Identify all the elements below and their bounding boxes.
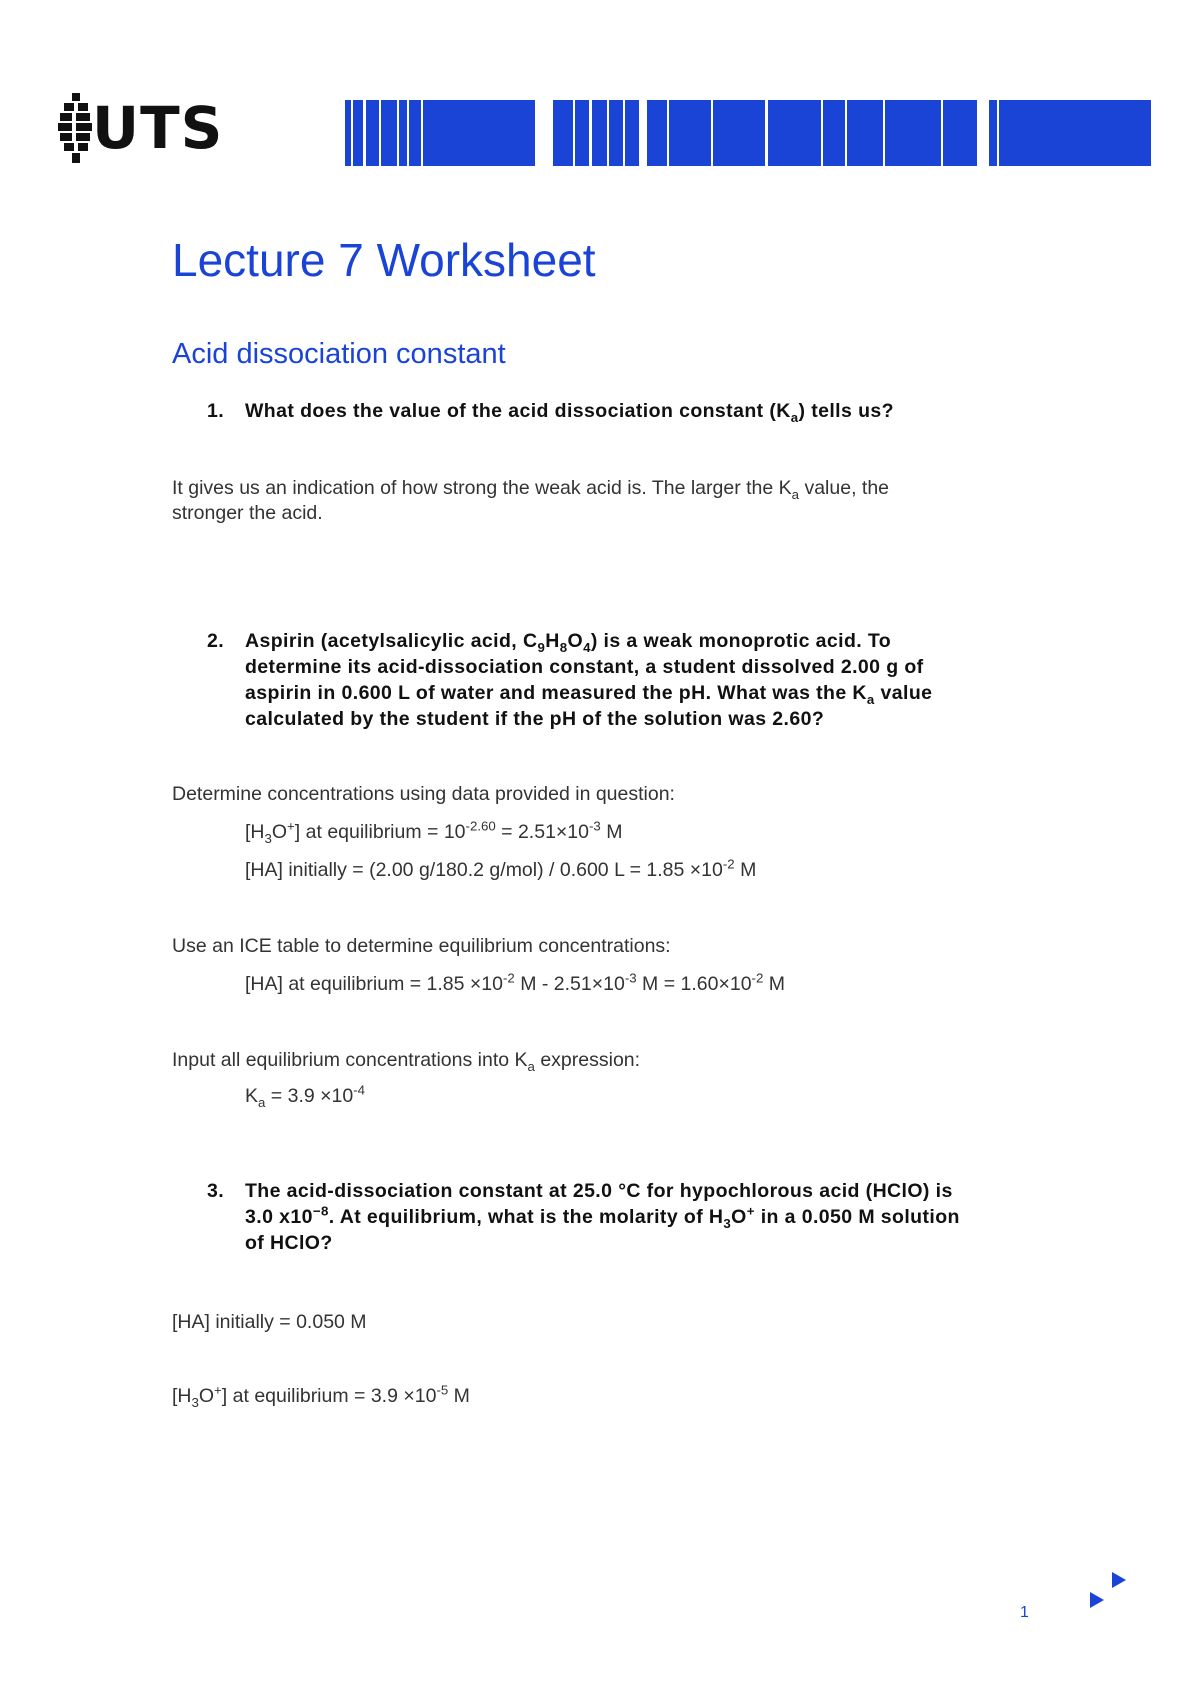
- logo-text: UTS: [92, 94, 224, 162]
- question-number: 2.: [207, 630, 225, 652]
- question-2: [0, 628, 1200, 738]
- step-text: Use an ICE table to determine equilibrium concentrations:: [172, 935, 671, 957]
- answer-line: $[H_3O^+]$ at equilibrium = $3.9 \times 10^{-5}$ M: [172, 1382, 470, 1410]
- play-arrows-icon: [1088, 1572, 1133, 1614]
- section-heading: Acid dissociation constant: [172, 338, 506, 370]
- question-number: 3.: [207, 1180, 225, 1202]
- page-title: Lecture 7 Worksheet: [172, 234, 596, 286]
- question-text: Aspirin (acetylsalicylic acid, $C_9H_8O_4$) is a weak monoprotic acid. To determine its acid-dissociation constant, a student dissolved 2.00 g of aspirin in 0.600 L of water and measured the pH. What was the $K_a$ value calculated by the student if the pH of the solution was 2.60?: [245, 630, 933, 730]
- answer-line: [HA] initially = 0.050 M: [172, 1311, 367, 1333]
- page-number: 1: [1020, 1604, 1029, 1621]
- question-number: 1.: [207, 400, 225, 422]
- header-band: [345, 100, 1151, 166]
- step-text: Input all equilibrium concentrations into $K_a$ expression:: [172, 1049, 641, 1074]
- question-3: [0, 1178, 1200, 1260]
- answer-line: It gives us an indication of how strong the weak acid is. The larger the $K_a$ value, the: [172, 477, 890, 502]
- answer-line: stronger the acid.: [172, 502, 323, 524]
- question-text: What does the value of the acid dissociation constant $(K_a)$ tells us?: [245, 400, 894, 425]
- question-text: The acid-dissociation constant at 25.0 °C for hypochlorous acid (HClO) is 3.0 $x10^{-8}$. At equilibrium, what is the molarity of $H_3O^+$ in a 0.050 M solution of HClO?: [245, 1180, 960, 1254]
- equation: $[H_3O^+]$ at equilibrium = $10^{-2.60} = 2.51\times 10^{-3}$ M: [245, 818, 623, 846]
- equation: [HA] initially = (2.00 g/180.2 g/mol) / 0.600 $L = 1.85 \times 10^{-2}$ M: [245, 856, 757, 881]
- equation: [HA] at equilibrium = $1.85 \times 10^{-2}$ $M - 2.51\times 10^{-3}$ $M = 1.60\times 10^{-2}$ M: [245, 970, 786, 995]
- equation: $K_a = 3.9 \times 10^{-4}$: [245, 1082, 366, 1110]
- step-text: Determine concentrations using data provided in question:: [172, 783, 675, 805]
- barcode-band-icon: [345, 100, 1151, 166]
- answer-1: [172, 476, 1072, 526]
